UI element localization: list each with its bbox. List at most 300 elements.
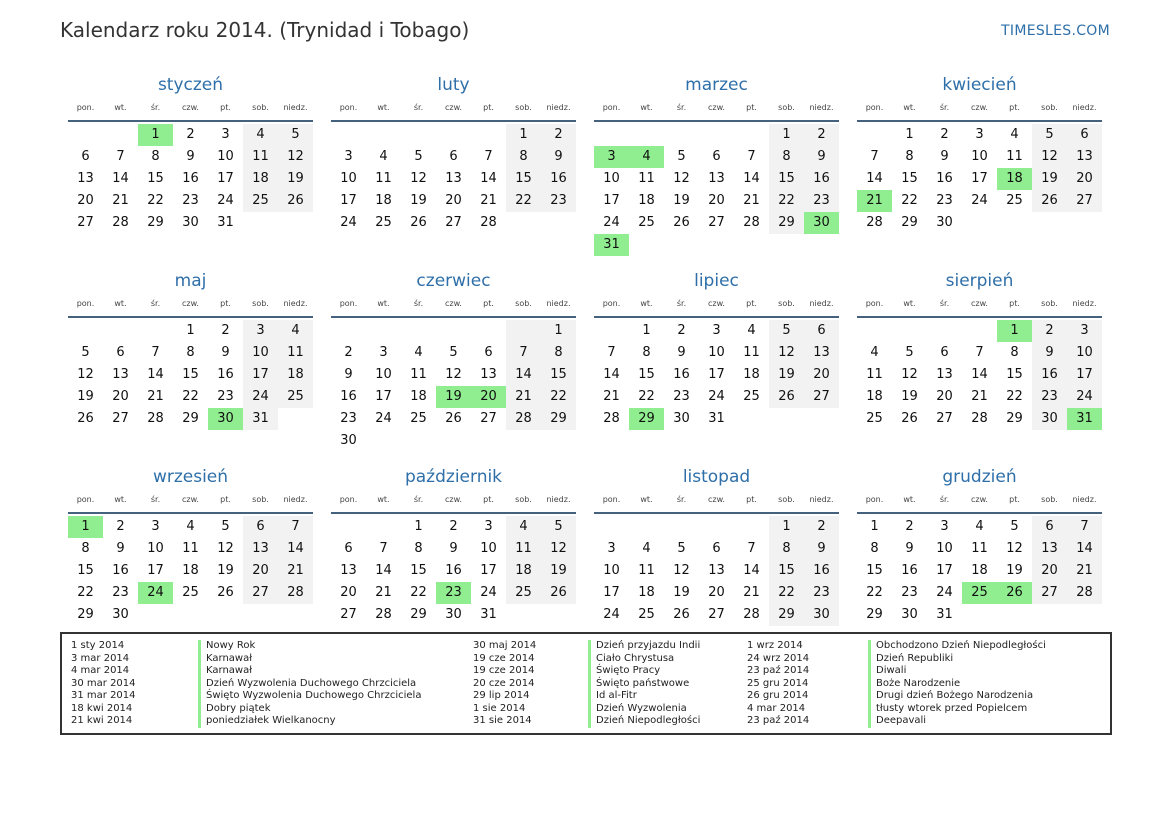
weekday-label: pon. xyxy=(76,299,95,308)
day-cell: 15 xyxy=(182,367,199,382)
day-cell: 26 xyxy=(410,215,427,230)
day-cell: 17 xyxy=(375,389,392,404)
day-cell: 24 xyxy=(936,585,953,600)
day-cell: 2 xyxy=(116,519,125,534)
day-cell: 9 xyxy=(905,541,914,556)
day-grid xyxy=(331,516,576,626)
holiday-date-column xyxy=(71,640,136,728)
day-cell: 13 xyxy=(1067,146,1102,168)
day-cell: 3 xyxy=(221,127,230,142)
day-cell: 11 xyxy=(506,538,541,560)
day-cell: 31 xyxy=(243,408,278,430)
day-cell: 2 xyxy=(940,127,949,142)
day-cell: 26 xyxy=(1032,190,1067,212)
weekday-label: niedz. xyxy=(283,103,308,112)
day-cell: 22 xyxy=(769,190,804,212)
day-cell: 13 xyxy=(243,538,278,560)
holiday-day-cell: 26 xyxy=(997,582,1032,604)
day-cell: 26 xyxy=(769,386,804,408)
weekday-label: sob. xyxy=(1041,299,1058,308)
month-name: lipiec xyxy=(694,271,739,291)
day-cell: 5 xyxy=(677,541,686,556)
day-cell: 10 xyxy=(375,367,392,382)
day-cell: 15 xyxy=(1006,367,1023,382)
day-cell: 20 xyxy=(243,560,278,582)
holiday-date: 4 mar 2014 xyxy=(71,665,130,676)
day-cell: 4 xyxy=(642,541,651,556)
holiday-date: 24 wrz 2014 xyxy=(747,652,810,664)
month-name: październik xyxy=(404,467,503,487)
day-cell: 20 xyxy=(708,193,725,208)
day-cell: 24 xyxy=(340,215,357,230)
day-cell: 23 xyxy=(112,585,129,600)
day-cell: 14 xyxy=(147,367,164,382)
day-cell: 20 xyxy=(804,364,839,386)
months-grid xyxy=(68,74,1102,662)
day-cell: 23 xyxy=(217,389,234,404)
day-cell: 16 xyxy=(901,563,918,578)
day-cell: 27 xyxy=(340,607,357,622)
empty-cell xyxy=(664,516,699,538)
holiday-day-cell: 1 xyxy=(138,124,173,146)
month-calendar xyxy=(857,74,1102,270)
holiday-name: Dzień Niepodległości xyxy=(588,715,700,728)
day-cell: 15 xyxy=(77,563,94,578)
day-cell: 14 xyxy=(506,364,541,386)
day-cell: 11 xyxy=(638,171,655,186)
day-cell: 17 xyxy=(1067,364,1102,386)
day-grid xyxy=(68,516,313,626)
day-cell: 2 xyxy=(905,519,914,534)
day-cell: 8 xyxy=(414,541,423,556)
holiday-name: Boże Narodzenie xyxy=(868,678,1046,691)
day-cell: 21 xyxy=(480,193,497,208)
month-calendar xyxy=(331,74,576,270)
weekday-label: wt. xyxy=(903,103,916,112)
day-cell: 2 xyxy=(449,519,458,534)
day-cell: 1 xyxy=(414,519,423,534)
day-cell: 18 xyxy=(410,389,427,404)
day-cell: 21 xyxy=(147,389,164,404)
day-grid xyxy=(68,320,313,430)
holiday-day-cell: 24 xyxy=(138,582,173,604)
day-cell: 6 xyxy=(940,345,949,360)
day-cell: 18 xyxy=(971,563,988,578)
weekday-label: pon. xyxy=(865,299,884,308)
day-cell: 2 xyxy=(1032,320,1067,342)
weekday-label: śr. xyxy=(939,495,950,504)
day-cell: 5 xyxy=(769,320,804,342)
day-cell: 3 xyxy=(379,345,388,360)
day-cell: 22 xyxy=(506,190,541,212)
holiday-date-column xyxy=(747,640,809,728)
day-cell: 4 xyxy=(870,345,879,360)
day-cell: 3 xyxy=(940,519,949,534)
day-cell: 18 xyxy=(506,560,541,582)
empty-cell xyxy=(699,124,734,146)
day-cell: 1 xyxy=(769,124,804,146)
holiday-day-cell: 31 xyxy=(594,234,629,256)
day-cell: 11 xyxy=(410,367,427,382)
holiday-day-cell: 30 xyxy=(804,212,839,234)
month-name: sierpień xyxy=(945,271,1014,291)
day-cell: 15 xyxy=(769,168,804,190)
holiday-date-column xyxy=(473,640,536,728)
holiday-day-cell: 1 xyxy=(997,320,1032,342)
day-cell: 5 xyxy=(1010,519,1019,534)
day-cell: 2 xyxy=(186,127,195,142)
day-cell: 10 xyxy=(217,149,234,164)
holiday-date: 31 mar 2014 xyxy=(71,690,136,701)
day-cell: 10 xyxy=(147,541,164,556)
day-cell: 6 xyxy=(243,516,278,538)
day-cell: 22 xyxy=(1006,389,1023,404)
day-cell: 15 xyxy=(901,171,918,186)
day-cell: 31 xyxy=(480,607,497,622)
day-cell: 7 xyxy=(506,342,541,364)
day-cell: 26 xyxy=(673,215,690,230)
empty-cell xyxy=(734,124,769,146)
day-cell: 3 xyxy=(344,149,353,164)
day-cell: 24 xyxy=(603,607,620,622)
day-cell: 27 xyxy=(243,582,278,604)
holiday-date: 1 sie 2014 xyxy=(473,702,526,714)
day-cell: 4 xyxy=(414,345,423,360)
weekday-label: sob. xyxy=(778,103,795,112)
day-cell: 12 xyxy=(1032,146,1067,168)
day-cell: 27 xyxy=(936,411,953,426)
empty-cell xyxy=(699,516,734,538)
day-cell: 19 xyxy=(278,168,313,190)
holiday-day-cell: 1 xyxy=(68,516,103,538)
day-cell: 30 xyxy=(901,607,918,622)
day-cell: 8 xyxy=(186,345,195,360)
weekday-label: śr. xyxy=(150,495,161,504)
day-cell: 14 xyxy=(278,538,313,560)
weekday-label: pon. xyxy=(865,495,884,504)
empty-cell xyxy=(68,124,103,146)
day-cell: 27 xyxy=(445,215,462,230)
day-cell: 19 xyxy=(541,560,576,582)
holiday-name-column xyxy=(198,640,421,728)
day-cell: 14 xyxy=(971,367,988,382)
day-cell: 2 xyxy=(677,323,686,338)
day-cell: 13 xyxy=(804,342,839,364)
day-cell: 26 xyxy=(278,190,313,212)
day-cell: 27 xyxy=(804,386,839,408)
month-calendar xyxy=(594,270,839,466)
holiday-name: tłusty wtorek przed Popielcem xyxy=(868,703,1046,716)
day-cell: 2 xyxy=(541,124,576,146)
day-cell: 22 xyxy=(866,585,883,600)
day-cell: 3 xyxy=(712,323,721,338)
day-cell: 23 xyxy=(804,190,839,212)
weekday-label: sob. xyxy=(1041,103,1058,112)
empty-cell xyxy=(401,124,436,146)
day-cell: 3 xyxy=(1067,320,1102,342)
day-cell: 29 xyxy=(769,604,804,626)
day-cell: 15 xyxy=(147,171,164,186)
day-cell: 17 xyxy=(243,364,278,386)
day-cell: 8 xyxy=(151,149,160,164)
day-cell: 24 xyxy=(217,193,234,208)
empty-cell xyxy=(103,124,138,146)
day-cell: 28 xyxy=(743,215,760,230)
day-cell: 4 xyxy=(278,320,313,342)
day-cell: 11 xyxy=(278,342,313,364)
day-cell: 28 xyxy=(603,411,620,426)
day-cell: 22 xyxy=(410,585,427,600)
day-cell: 2 xyxy=(344,345,353,360)
day-cell: 25 xyxy=(1006,193,1023,208)
day-cell: 24 xyxy=(603,215,620,230)
weekday-label: niedz. xyxy=(1072,299,1097,308)
day-cell: 10 xyxy=(708,345,725,360)
day-cell: 27 xyxy=(708,607,725,622)
day-cell: 6 xyxy=(81,149,90,164)
day-cell: 10 xyxy=(603,171,620,186)
day-cell: 28 xyxy=(506,408,541,430)
day-cell: 13 xyxy=(480,367,497,382)
holiday-date: 23 paź 2014 xyxy=(747,665,810,676)
day-cell: 21 xyxy=(743,193,760,208)
day-cell: 6 xyxy=(116,345,125,360)
day-cell: 11 xyxy=(1006,149,1023,164)
day-cell: 11 xyxy=(743,345,760,360)
weekday-header xyxy=(857,488,1102,514)
day-cell: 25 xyxy=(410,411,427,426)
day-cell: 15 xyxy=(638,367,655,382)
day-cell: 10 xyxy=(480,541,497,556)
weekday-header xyxy=(594,292,839,318)
month-name: grudzień xyxy=(942,467,1017,487)
day-cell: 23 xyxy=(936,193,953,208)
holiday-date: 25 gru 2014 xyxy=(747,677,809,689)
holiday-name: Id al-Fitr xyxy=(588,690,700,703)
month-name: styczeń xyxy=(157,75,224,95)
day-cell: 12 xyxy=(1006,541,1023,556)
day-cell: 7 xyxy=(278,516,313,538)
day-cell: 5 xyxy=(905,345,914,360)
weekday-header xyxy=(331,488,576,514)
empty-cell xyxy=(331,320,366,342)
holiday-day-cell: 30 xyxy=(208,408,243,430)
weekday-label: pt. xyxy=(746,103,757,112)
empty-cell xyxy=(892,320,927,342)
weekday-label: sob. xyxy=(1041,495,1058,504)
day-cell: 25 xyxy=(243,190,278,212)
day-cell: 1 xyxy=(506,124,541,146)
weekday-label: śr. xyxy=(939,103,950,112)
day-cell: 4 xyxy=(243,124,278,146)
day-cell: 28 xyxy=(112,215,129,230)
day-cell: 21 xyxy=(1067,560,1102,582)
day-cell: 30 xyxy=(182,215,199,230)
day-cell: 3 xyxy=(975,127,984,142)
day-cell: 25 xyxy=(638,607,655,622)
day-cell: 5 xyxy=(81,345,90,360)
weekday-label: sob. xyxy=(515,495,532,504)
day-cell: 17 xyxy=(340,193,357,208)
day-cell: 7 xyxy=(975,345,984,360)
day-cell: 12 xyxy=(77,367,94,382)
empty-cell xyxy=(506,320,541,342)
empty-cell xyxy=(471,320,506,342)
day-cell: 16 xyxy=(804,560,839,582)
day-cell: 5 xyxy=(414,149,423,164)
day-grid xyxy=(594,320,839,430)
weekday-label: pon. xyxy=(865,103,884,112)
day-cell: 2 xyxy=(804,516,839,538)
day-grid xyxy=(331,124,576,234)
day-cell: 22 xyxy=(638,389,655,404)
weekday-header xyxy=(68,488,313,514)
day-cell: 20 xyxy=(1067,168,1102,190)
month-calendar xyxy=(68,270,313,466)
holiday-name: Święto Wyzwolenia Duchowego Chrzciciela xyxy=(198,690,421,703)
holiday-name: Dzień przyjazdu Indii xyxy=(588,640,700,653)
day-cell: 28 xyxy=(147,411,164,426)
day-cell: 16 xyxy=(936,171,953,186)
weekday-label: pt. xyxy=(746,495,757,504)
holiday-day-cell: 19 xyxy=(436,386,471,408)
day-cell: 23 xyxy=(1032,386,1067,408)
day-cell: 30 xyxy=(936,215,953,230)
weekday-label: pon. xyxy=(76,495,95,504)
empty-cell xyxy=(436,124,471,146)
day-cell: 18 xyxy=(638,193,655,208)
empty-cell xyxy=(68,320,103,342)
day-cell: 17 xyxy=(971,171,988,186)
day-cell: 20 xyxy=(340,585,357,600)
day-cell: 12 xyxy=(217,541,234,556)
month-name: kwiecień xyxy=(942,75,1017,95)
weekday-label: pt. xyxy=(220,103,231,112)
day-cell: 9 xyxy=(116,541,125,556)
day-cell: 30 xyxy=(673,411,690,426)
holiday-name: Karnawał xyxy=(198,665,421,678)
site-logo[interactable]: TIMESLES.COM xyxy=(1001,23,1110,39)
empty-cell xyxy=(962,320,997,342)
day-cell: 20 xyxy=(708,585,725,600)
day-grid xyxy=(68,124,313,234)
day-cell: 9 xyxy=(940,149,949,164)
day-cell: 21 xyxy=(743,585,760,600)
day-cell: 25 xyxy=(375,215,392,230)
weekday-label: niedz. xyxy=(1072,495,1097,504)
day-cell: 17 xyxy=(603,585,620,600)
weekday-label: czw. xyxy=(708,495,725,504)
weekday-label: pt. xyxy=(483,299,494,308)
day-cell: 6 xyxy=(712,541,721,556)
weekday-header xyxy=(68,292,313,318)
day-cell: 15 xyxy=(769,560,804,582)
weekday-label: wt. xyxy=(114,103,127,112)
holiday-name-column xyxy=(588,640,700,728)
day-cell: 26 xyxy=(217,585,234,600)
day-cell: 27 xyxy=(77,215,94,230)
day-cell: 28 xyxy=(480,215,497,230)
day-cell: 31 xyxy=(708,411,725,426)
day-cell: 1 xyxy=(642,323,651,338)
day-cell: 4 xyxy=(379,149,388,164)
day-cell: 3 xyxy=(243,320,278,342)
weekday-label: niedz. xyxy=(809,299,834,308)
holiday-day-cell: 25 xyxy=(962,582,997,604)
day-cell: 19 xyxy=(1032,168,1067,190)
weekday-label: pon. xyxy=(602,299,621,308)
month-name: listopad xyxy=(682,467,751,487)
day-cell: 31 xyxy=(217,215,234,230)
holiday-name: poniedziałek Wielkanocny xyxy=(198,715,421,728)
day-cell: 9 xyxy=(804,146,839,168)
day-grid xyxy=(594,516,839,626)
day-cell: 17 xyxy=(147,563,164,578)
day-cell: 29 xyxy=(1006,411,1023,426)
day-cell: 23 xyxy=(901,585,918,600)
day-cell: 20 xyxy=(445,193,462,208)
empty-cell xyxy=(857,320,892,342)
day-cell: 23 xyxy=(804,582,839,604)
weekday-label: wt. xyxy=(640,299,653,308)
day-grid xyxy=(857,320,1102,430)
holiday-date: 19 cze 2014 xyxy=(473,652,535,664)
weekday-label: niedz. xyxy=(546,299,571,308)
day-cell: 29 xyxy=(410,607,427,622)
weekday-header xyxy=(857,292,1102,318)
day-cell: 7 xyxy=(379,541,388,556)
day-cell: 15 xyxy=(541,364,576,386)
weekday-label: pt. xyxy=(483,103,494,112)
weekday-header xyxy=(594,488,839,514)
weekday-label: śr. xyxy=(676,299,687,308)
day-cell: 15 xyxy=(506,168,541,190)
holiday-date: 26 gru 2014 xyxy=(747,690,809,701)
day-cell: 6 xyxy=(449,149,458,164)
day-cell: 9 xyxy=(1032,342,1067,364)
day-cell: 3 xyxy=(607,541,616,556)
day-cell: 7 xyxy=(607,345,616,360)
weekday-label: czw. xyxy=(708,103,725,112)
day-cell: 8 xyxy=(642,345,651,360)
weekday-label: czw. xyxy=(182,103,199,112)
month-calendar xyxy=(857,270,1102,466)
day-cell: 1 xyxy=(870,519,879,534)
day-cell: 28 xyxy=(743,607,760,622)
day-cell: 23 xyxy=(340,411,357,426)
weekday-label: niedz. xyxy=(283,299,308,308)
holiday-name: Drugi dzień Bożego Narodzenia xyxy=(868,690,1046,703)
empty-cell xyxy=(138,320,173,342)
day-cell: 28 xyxy=(971,411,988,426)
day-cell: 15 xyxy=(866,563,883,578)
empty-cell xyxy=(594,124,629,146)
weekday-label: śr. xyxy=(939,299,950,308)
day-cell: 22 xyxy=(182,389,199,404)
day-cell: 12 xyxy=(278,146,313,168)
day-cell: 9 xyxy=(804,538,839,560)
day-cell: 26 xyxy=(541,582,576,604)
holiday-date: 20 cze 2014 xyxy=(473,677,535,689)
weekday-label: sob. xyxy=(252,299,269,308)
day-cell: 28 xyxy=(1067,582,1102,604)
day-cell: 3 xyxy=(484,519,493,534)
day-cell: 6 xyxy=(804,320,839,342)
day-cell: 21 xyxy=(278,560,313,582)
day-cell: 7 xyxy=(870,149,879,164)
day-cell: 9 xyxy=(541,146,576,168)
day-cell: 1 xyxy=(186,323,195,338)
